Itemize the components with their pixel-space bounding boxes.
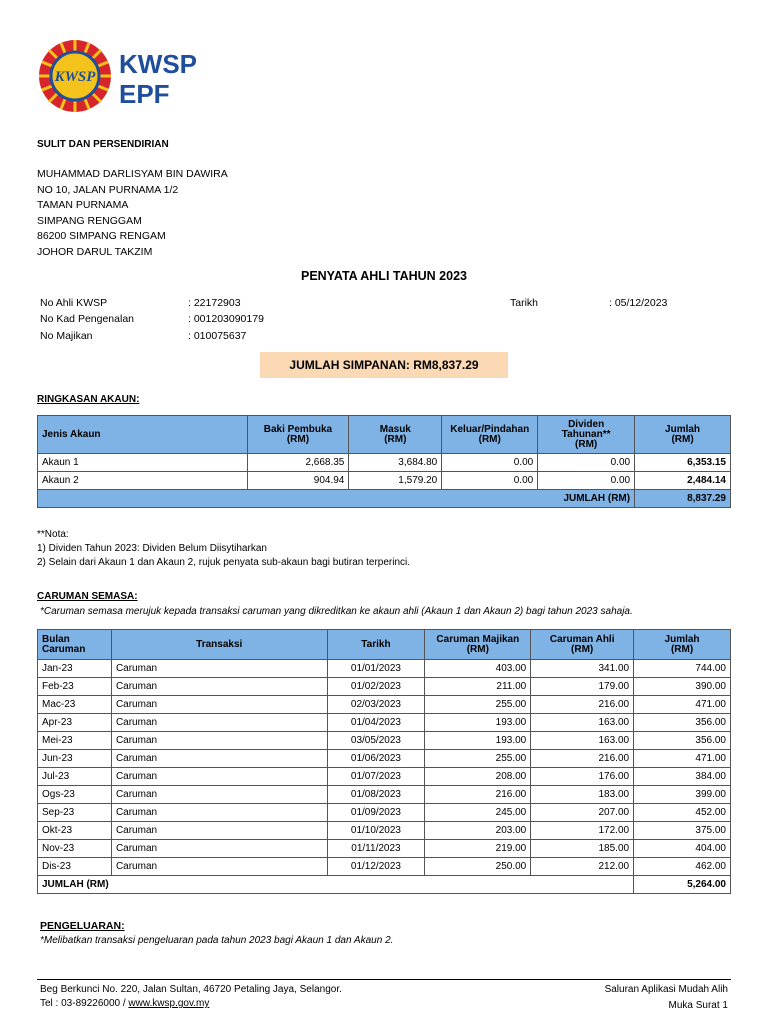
summary-header-cell: Masuk (RM) [349,416,442,454]
contrib-total-row [38,876,731,894]
contrib-cell: 163.00 [531,732,634,750]
footer-divider [37,979,731,980]
contrib-cell: Caruman [111,750,327,768]
contrib-cell: 471.00 [634,696,731,714]
contrib-cell: 375.00 [634,822,731,840]
contrib-row [38,768,731,786]
summary-cell: 1,579.20 [349,472,442,490]
contrib-cell: 01/10/2023 [327,822,425,840]
contrib-cell: 356.00 [634,732,731,750]
contrib-cell: Caruman [111,786,327,804]
contrib-cell: Feb-23 [38,678,112,696]
contrib-cell: Jan-23 [38,660,112,678]
contrib-cell: Mei-23 [38,732,112,750]
confidential-label: SULIT DAN PERSENDIRIAN [37,139,169,150]
contrib-cell: 185.00 [531,840,634,858]
contrib-cell: 211.00 [425,678,531,696]
member-no-label: No Ahli KWSP [40,297,108,309]
contrib-cell: Mac-23 [38,696,112,714]
address-line: 86200 SIMPANG RENGAM [37,230,166,243]
contrib-cell: 245.00 [425,804,531,822]
contrib-cell: Caruman [111,804,327,822]
contrib-cell: 01/04/2023 [327,714,425,732]
contrib-row [38,714,731,732]
contrib-row [38,858,731,876]
contrib-cell: 207.00 [531,804,634,822]
summary-header-cell: Jumlah (RM) [635,416,731,454]
contrib-cell: 172.00 [531,822,634,840]
contrib-cell: 02/03/2023 [327,696,425,714]
contrib-cell: 462.00 [634,858,731,876]
summary-header-cell: Jenis Akaun [38,416,248,454]
withdrawal-heading: PENGELUARAN: [40,920,125,932]
contrib-header-cell: Tarikh [327,630,425,660]
contrib-heading: CARUMAN SEMASA: [37,591,138,602]
contrib-cell: 01/07/2023 [327,768,425,786]
contrib-cell: 01/11/2023 [327,840,425,858]
contrib-total-label: JUMLAH (RM) [38,876,634,894]
logo-kwsp-text: KWSP [119,49,197,79]
contrib-row [38,660,731,678]
summary-cell: 0.00 [442,454,538,472]
summary-header-cell: Baki Pembuka (RM) [247,416,349,454]
contrib-cell: Jul-23 [38,768,112,786]
contrib-cell: 208.00 [425,768,531,786]
contrib-cell: 384.00 [634,768,731,786]
date-value: : 05/12/2023 [609,297,668,309]
contrib-cell: 255.00 [425,696,531,714]
contrib-row [38,696,731,714]
note-item: 2) Selain dari Akaun 1 dan Akaun 2, rujuk penyata sub-akaun bagi butiran terperinci. [37,557,411,568]
address-line: JOHOR DARUL TAKZIM [37,245,153,258]
summary-cell: 904.94 [247,472,349,490]
summary-total-label: JUMLAH (RM) [38,490,635,508]
summary-total-row [38,490,731,508]
contrib-row [38,840,731,858]
summary-header-cell: Keluar/Pindahan (RM) [442,416,538,454]
employer-label: No Majikan [40,330,93,342]
contrib-cell: 399.00 [634,786,731,804]
summary-cell: 0.00 [538,454,635,472]
contrib-cell: 250.00 [425,858,531,876]
statement-title: PENYATA AHLI TAHUN 2023 [300,269,467,283]
contrib-cell: 403.00 [425,660,531,678]
contrib-cell: Caruman [111,678,327,696]
address-line: NO 10, JALAN PURNAMA 1/2 [37,183,179,196]
contrib-cell: 216.00 [531,696,634,714]
withdrawal-subtitle: *Melibatkan transaksi pengeluaran pada tahun 2023 bagi Akaun 1 dan Akaun 2. [40,935,394,946]
contrib-cell: 01/08/2023 [327,786,425,804]
contrib-cell: Caruman [111,840,327,858]
contrib-cell: 471.00 [634,750,731,768]
contrib-cell: 01/12/2023 [327,858,425,876]
contrib-cell: 216.00 [425,786,531,804]
summary-cell: 2,668.35 [247,454,349,472]
summary-header-cell: Dividen Tahunan** (RM) [538,416,635,454]
summary-cell: 6,353.15 [635,454,731,472]
summary-row [38,472,731,490]
contrib-cell: Caruman [111,732,327,750]
summary-cell: Akaun 1 [38,454,248,472]
contrib-cell: 01/02/2023 [327,678,425,696]
contrib-cell: 744.00 [634,660,731,678]
contrib-cell: 03/05/2023 [327,732,425,750]
contrib-cell: Nov-23 [38,840,112,858]
contrib-cell: Caruman [111,858,327,876]
summary-row [38,454,731,472]
address-line: SIMPANG RENGGAM [37,214,142,227]
footer-channel: Saluran Aplikasi Mudah Alih [604,984,728,995]
contrib-row [38,750,731,768]
contrib-total-value: 5,264.00 [634,876,731,894]
svg-text:KWSP: KWSP [54,69,96,85]
summary-cell: 3,684.80 [349,454,442,472]
footer-website-link[interactable]: www.kwsp.gov.my [128,998,210,1009]
contrib-cell: 01/09/2023 [327,804,425,822]
footer-address: Beg Berkunci No. 220, Jalan Sultan, 46720 Petaling Jaya, Selangor. [40,984,342,995]
contrib-row [38,822,731,840]
kwsp-seal-icon [37,38,113,114]
summary-cell: 0.00 [442,472,538,490]
contrib-cell: Ogs-23 [38,786,112,804]
note-item: 1) Dividen Tahun 2023: Dividen Belum Diisytiharkan [37,543,267,554]
summary-total-value: 8,837.29 [635,490,731,508]
member-no-value: : 22172903 [188,297,241,309]
account-summary-table [37,415,731,508]
contrib-header-cell: Bulan Caruman [38,630,112,660]
contrib-cell: 183.00 [531,786,634,804]
contrib-row [38,732,731,750]
contrib-cell: Caruman [111,822,327,840]
contrib-cell: Dis-23 [38,858,112,876]
date-label: Tarikh [510,297,539,309]
footer-page-number: Muka Surat 1 [668,1000,728,1011]
contrib-cell: Sep-23 [38,804,112,822]
contrib-cell: 203.00 [425,822,531,840]
summary-cell: 0.00 [538,472,635,490]
contrib-cell: 404.00 [634,840,731,858]
contrib-cell: Caruman [111,660,327,678]
contrib-row [38,678,731,696]
contrib-header-cell: Jumlah (RM) [634,630,731,660]
contrib-cell: 01/01/2023 [327,660,425,678]
contrib-cell: 255.00 [425,750,531,768]
contrib-cell: 163.00 [531,714,634,732]
contrib-cell: Okt-23 [38,822,112,840]
logo-epf-text: EPF [119,79,170,109]
contrib-cell: 356.00 [634,714,731,732]
contrib-cell: 452.00 [634,804,731,822]
notes-list [37,542,410,570]
contrib-cell: 193.00 [425,732,531,750]
footer-tel: Tel : 03-89226000 / [40,998,129,1009]
contrib-cell: Jun-23 [38,750,112,768]
contrib-cell: 193.00 [425,714,531,732]
employer-value: : 010075637 [188,330,247,342]
contrib-cell: 216.00 [531,750,634,768]
total-savings-box: JUMLAH SIMPANAN: RM8,837.29 [260,352,508,378]
contrib-cell: 219.00 [425,840,531,858]
contrib-cell: 01/06/2023 [327,750,425,768]
footer-contact [40,998,209,1009]
contribution-table [37,629,731,894]
recipient-address [37,167,228,261]
notes-title: **Nota: [37,529,69,540]
summary-cell: 2,484.14 [635,472,731,490]
contrib-row [38,786,731,804]
ic-label: No Kad Pengenalan [40,313,134,325]
contrib-cell: 176.00 [531,768,634,786]
contrib-cell: 179.00 [531,678,634,696]
contrib-subtitle: *Caruman semasa merujuk kepada transaksi caruman yang dikreditkan ke akaun ahli (Akaun 1 dan Akaun 2) bagi tahun 2023 sahaja. [40,606,633,617]
contrib-row [38,804,731,822]
contrib-cell: Caruman [111,696,327,714]
contrib-header-cell: Caruman Ahli (RM) [531,630,634,660]
contrib-cell: Caruman [111,714,327,732]
address-line: MUHAMMAD DARLISYAM BIN DAWIRA [37,168,228,180]
kwsp-logo [37,38,197,118]
contrib-cell: 390.00 [634,678,731,696]
address-line: TAMAN PURNAMA [37,199,129,212]
contrib-header-cell: Transaksi [111,630,327,660]
contrib-header-cell: Caruman Majikan (RM) [425,630,531,660]
summary-cell: Akaun 2 [38,472,248,490]
contrib-cell: Caruman [111,768,327,786]
contrib-cell: Apr-23 [38,714,112,732]
contrib-cell: 212.00 [531,858,634,876]
ic-value: : 001203090179 [188,313,264,325]
summary-heading: RINGKASAN AKAUN: [37,394,140,405]
contrib-cell: 341.00 [531,660,634,678]
